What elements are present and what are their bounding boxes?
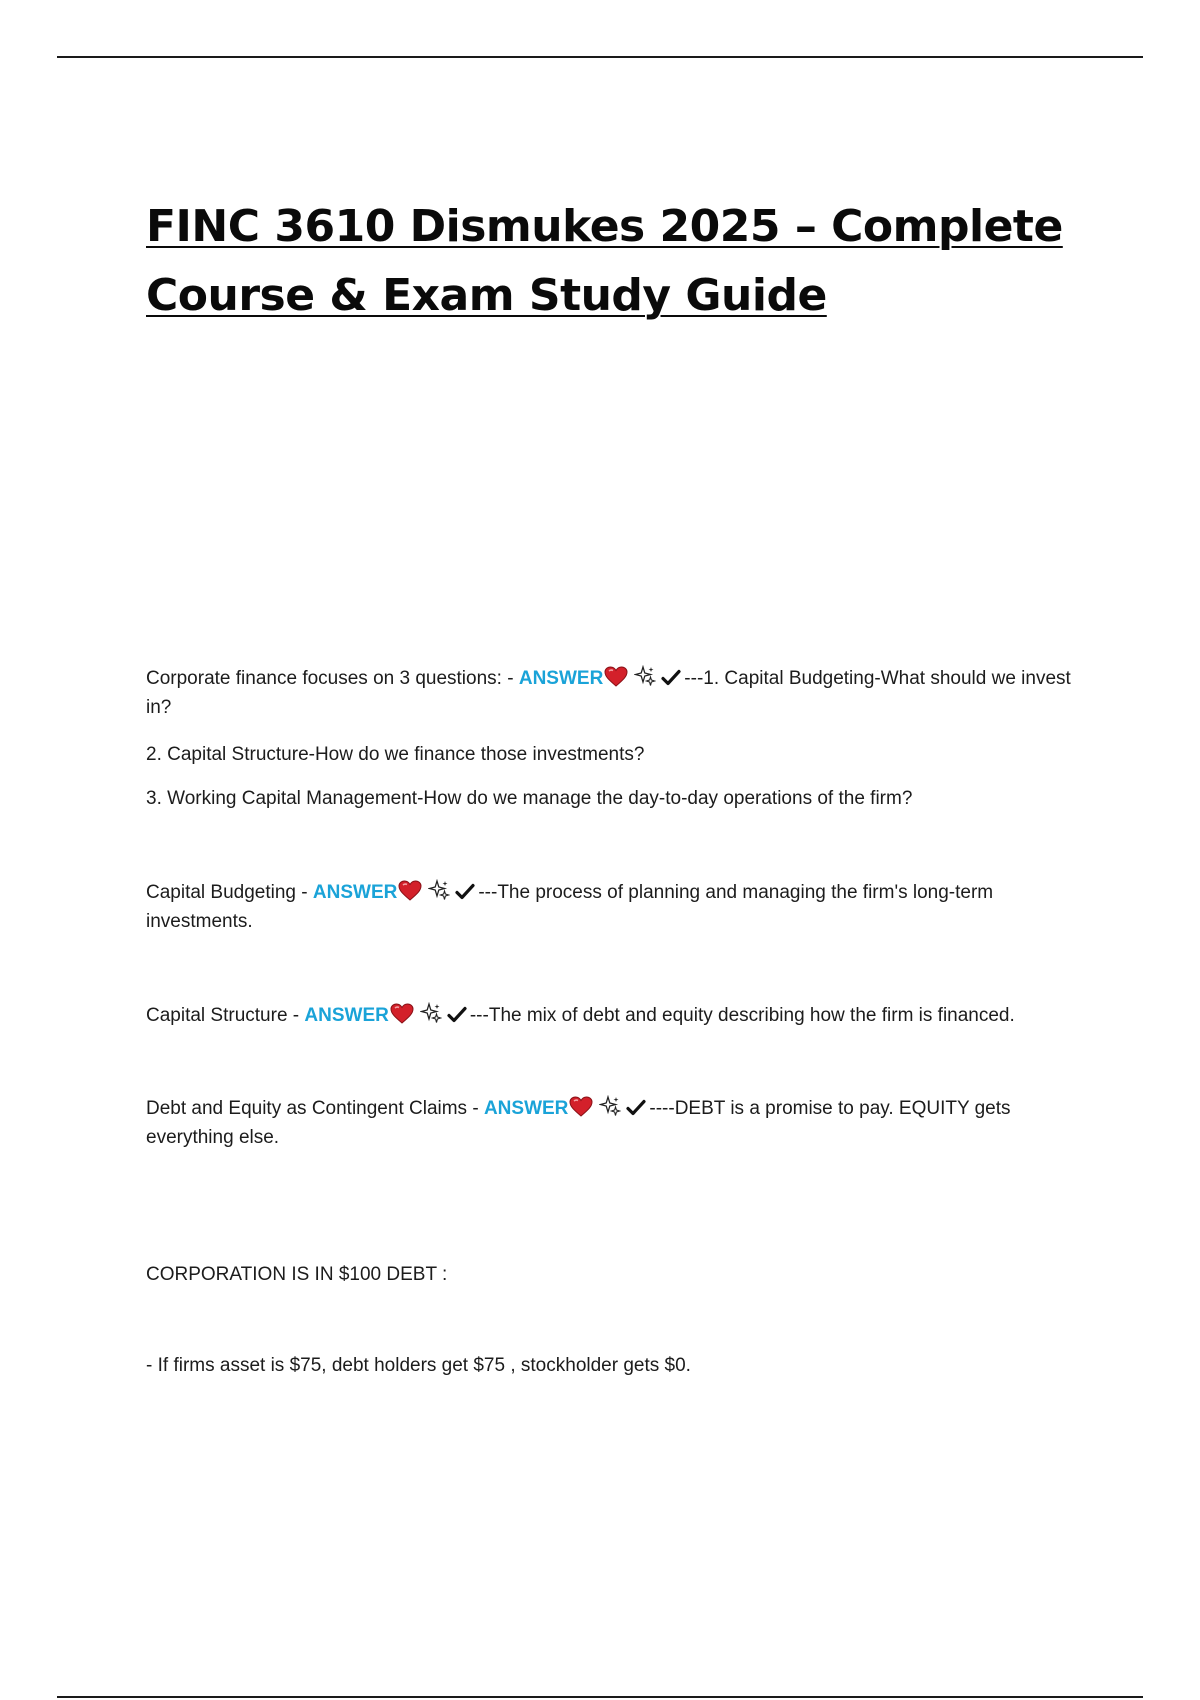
list-item-3: 3. Working Capital Management-How do we manage the day-to-day operations of the firm? [146,788,913,809]
top-rule [57,56,1143,58]
document-title [146,192,1106,330]
entry-answer-text: ---The process of planning and managing the firm's long-term investments. [146,882,994,932]
check-icon [661,669,681,687]
entry-corporate-finance [146,664,1086,722]
entry-question: Capital Budgeting - [146,882,313,903]
sparkle-icon [599,1095,621,1117]
heart-icon [569,1096,593,1117]
sparkle-icon [634,665,656,687]
entry-answer-text: ---The mix of debt and equity describing how the firm is financed. [469,1005,1015,1026]
sparkle-icon [420,1002,442,1024]
entry-question: Corporate finance focuses on 3 questions: - [146,668,519,689]
entry-capital-budgeting [146,878,1086,936]
entry-answer-text: ----DEBT is a promise to pay. EQUITY gets everything else. [146,1098,1011,1148]
example-line: - If firms asset is $75, debt holders get $75 , stockholder gets $0. [146,1355,691,1376]
heart-icon [398,880,422,901]
sparkle-icon [428,879,450,901]
corporation-heading: CORPORATION IS IN $100 DEBT : [146,1264,448,1285]
entry-answer-text: ---1. Capital Budgeting-What should we invest in? [146,668,1071,718]
title-line-1: FINC 3610 Dismukes 2025 – Complete [146,201,1063,252]
answer-label: ANSWER [304,1005,389,1026]
entry-capital-structure [146,1001,1086,1030]
check-icon [447,1006,467,1024]
title-line-2: Course & Exam Study Guide [146,270,827,321]
answer-label: ANSWER [518,668,604,689]
check-icon [626,1099,646,1117]
list-item-2: 2. Capital Structure-How do we finance those investments? [146,744,645,765]
answer-label: ANSWER [483,1098,569,1119]
entry-question: Debt and Equity as Contingent Claims - [146,1098,484,1119]
entry-question: Capital Structure - [146,1005,305,1026]
heart-icon [390,1003,414,1024]
entry-contingent-claims [146,1094,1086,1152]
bottom-rule [57,1696,1143,1698]
heart-icon [604,666,628,687]
answer-label: ANSWER [312,882,398,903]
check-icon [455,883,475,901]
